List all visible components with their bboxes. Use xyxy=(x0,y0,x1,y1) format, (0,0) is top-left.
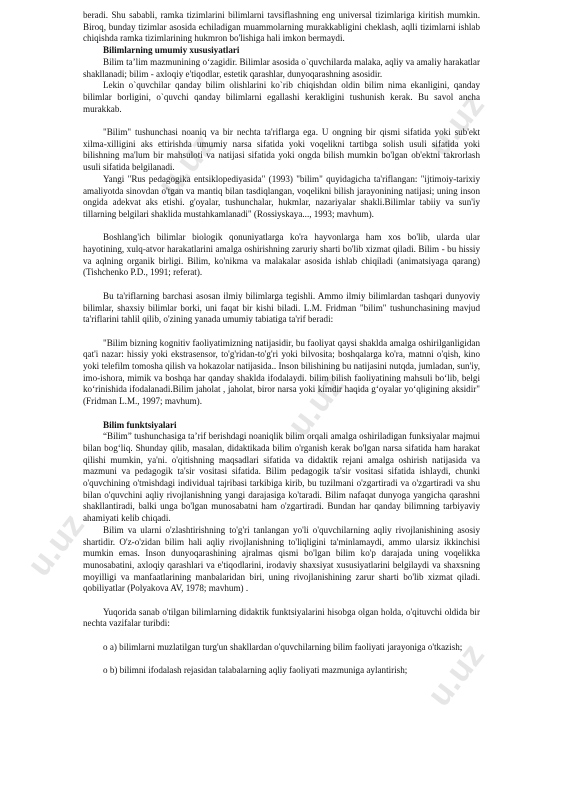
watermark: u.uz xyxy=(20,506,92,584)
watermark: u.uz xyxy=(420,636,492,714)
paragraph: "Bilim bizning kognitiv faoliyatimizning natijasidir, bu faoliyat qaysi shaklda amalga oshirilganligidan qat'i nazar: hissiy yoki ekstrasensor, to'g'ridan-to'g'ri yoki bilvosita; boshqalarga ko'ra, matnni o'qish, kino yoki telefilm tomosha qilish va hokazolar natijasida.. Inson bilishining bu natijasini nutqda, jumladan, sun'iy, imo-ishora, mimik va boshqa har qanday shaklda ifodalaydi. bilim bilish faoliyatining mahsuli bo‘lib, belgi ko‘rinishida ifodalanadi.Bilim jaholat , jaholat, biror narsa yoki kimdir haqida g‘oyalar yo‘qligining aksidir" (Fridman L.M., 1997; mavhum). xyxy=(83,337,480,407)
paragraph: o a) bilimlarni muzlatilgan turg'un shakllardan o'quvchilarning bilim faoliyati jarayoniga o'tkazish; xyxy=(103,641,463,652)
watermark: u.uz xyxy=(420,86,492,164)
paragraph: Boshlang'ich bilimlar biologik qonuniyatlarga ko'ra hayvonlarga ham xos bo'lib, ularda ular hayotining, xulq-atvor harakatlarini amalga oshirishning zaruriy sharti bo'lib xizmat qiladi. Bilim - bu hissiy va aqlning organik birligi. Bilim, ko'nikma va malakalar asosida ishlab chiqiladi (animatsiyaga qarang) (Tishchenko P.D., 1991; referat). xyxy=(83,232,480,278)
paragraph: "Bilim" tushunchasi noaniq va bir nechta ta'riflarga ega. U ongning bir qismi sifatida yoki sub'ekt xilma-xilligini aks ettirishda umumiy narsa sifatida yoki voqelikni tartibga solish usuli sifatida yoki bilishning ma'lum bir mahsuloti va natijasi sifatida yoki ongda bilish mumkin bo'lgan ob'ektni takrorlash usuli sifatida belgilanadi. xyxy=(83,127,480,173)
watermark: u.uz xyxy=(280,366,352,444)
paragraph: beradi. Shu sababli, ramka tizimlarini bilimlarni tavsiflashning eng universal tizimlariga kiritish mumkin. Biroq, bunday tizimlar asosida echiladigan muammolarning murakkabligini cheklash, aqlli tizimlarni ishlab chiqishda ramka tizimlarining hukmron bo'lishiga hali imkon bermaydi. xyxy=(83,10,480,44)
paragraph: Bilim ta’lim mazmunining o‘zagidir. Bilimlar asosida o`quvchilarda malaka, aqliy va amaliy harakatlar shakllanadi; bilim - axloqiy e'tiqodlar, estetik qarashlar, dunyoqarashning asosidir. xyxy=(83,56,480,79)
paragraph: Bu ta'riflarning barchasi asosan ilmiy bilimlarga tegishli. Ammo ilmiy bilimlardan tashqari dunyoviy bilimlar, shaxsiy bilimlar borki, uni faqat bir kishi biladi. L.M. Fridman "bilim" tushunchasining mavjud ta'riflarini tahlil qilib, o'zining yanada umumiy tabiatiga ta'rif beradi: xyxy=(83,290,480,325)
section-heading: Bilim funktsiyalari xyxy=(103,419,177,430)
paragraph: “Bilim” tushunchasiga ta’rif berishdagi noaniqlik bilim orqali amalga oshiriladigan funksiyalar majmui bilan bog‘liq. Shunday qilib, masalan, didaktikada bilim o'rganish kerak bo'lgan narsa sifatida ham harakat qilishi mumkin, ya'ni. o'qitishning maqsadlari sifatida va didaktik rejani amalga oshirish natijasida va mazmuni va pedagogik ta'sir vositasi sifatida. Bilim pedagogik ta'sir vositasi sifatida ishlaydi, chunki o'quvchining o'tmishdagi individual tajribasi tarkibiga kirib, bu tuzilmani o'zgartiradi va o'zgartiradi va shu bilan o'quvchini aqliy rivojlanishning yangi darajasiga ko'taradi. Bilim nafaqat dunyoga yangicha qarashni shakllantiradi, balki unga bo'lgan munosabatni ham o'zgartiradi. Bundan har qanday bilimning tarbiyaviy ahamiyati kelib chiqadi. xyxy=(83,431,480,524)
paragraph: o b) bilimni ifodalash rejasidan talabalarning aqliy faoliyati mazmuniga aylantirish; xyxy=(103,665,408,676)
paragraph: Bilim va ularni o'zlashtirishning to'g'ri tanlangan yo'li o'quvchilarning aqliy rivojlanishining asosiy shartidir. O'z-o'zidan bilim hali aqliy rivojlanishning to'liqligini ta'minlamaydi, ammo ularsiz ikkinchisi mumkin emas. Inson dunyoqarashining ajralmas qismi bo'lgan bilim ko'p darajada uning voqelikka munosabatini, axloqiy qarashlari va e'tiqodlarini, irodaviy shaxsiyat xususiyatlarini belgilaydi va shaxsning moyilligi va manfaatlarining manbalaridan biri, uning rivojlanishining zarur sharti bo'lib xizmat qiladi. qobiliyatlar (Polyakova AV, 1978; mavhum) . xyxy=(83,524,480,594)
section-heading: Bilimlarning umumiy xususiyatlari xyxy=(103,45,240,56)
paragraph: Yangi "Rus pedagogika entsiklopediyasida" (1993) "bilim" quyidagicha ta'riflangan: "ijtimoiy-tarixiy amaliyotda sinovdan o'tgan va mantiq bilan tasdiqlangan, voqelikni bilish jarayonining natijasi; uning inson ongida adekvat aks etishi. g'oyalar, tushunchalar, hukmlar, nazariyalar shakli.Bilimlar tabiiy va sun'iy tillarning belgilari shaklida mustahkamlanadi" (Rossiyskaya..., 1993; mavhum). xyxy=(83,173,480,219)
document-body xyxy=(83,10,480,677)
paragraph: Yuqorida sanab o'tilgan bilimlarning didaktik funktsiyalarini hisobga olgan holda, o'qituvchi oldida bir nechta vazifalar turibdi: xyxy=(83,606,480,629)
watermark: u.uz xyxy=(150,126,222,204)
paragraph: Lekin o`quvchilar qanday bilim olishlarini ko`rib chiqishdan oldin bilim nima ekanligini, qanday bilimlar borligini, o`quvchi qanday bilimlarni egallashi kerakligini tushunish kerak. Bu savol ancha murakkab. xyxy=(83,80,480,114)
